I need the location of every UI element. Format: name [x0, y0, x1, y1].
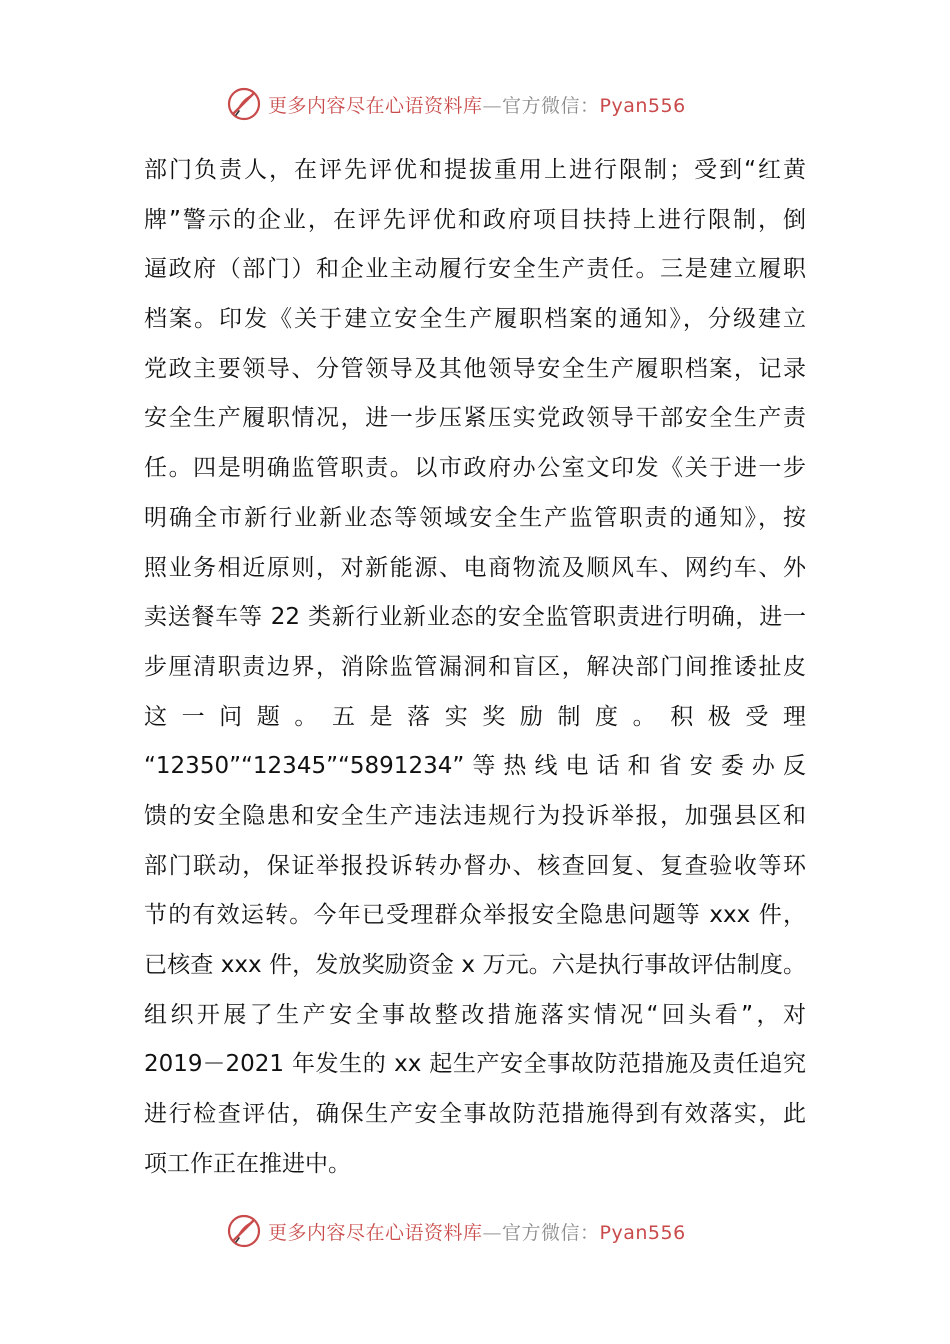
text-line: 安全生产履职情况，进一步压紧压实党政领导干部安全生产责 — [144, 405, 806, 432]
text-line: 已核查 xxx 件，发放奖励资金 x 万元。六是执行事故评估制度。 — [144, 952, 806, 978]
text-line: 党政主要领导、分管领导及其他领导安全生产履职档案，记录 — [144, 355, 806, 382]
quill-logo-icon — [226, 86, 262, 122]
footer-banner — [226, 1211, 746, 1251]
quill-logo-icon — [226, 1213, 262, 1249]
site-name: 更多内容尽在心语资料库 — [268, 94, 483, 117]
text-line: 部门负责人，在评先评优和提拔重用上进行限制；受到“红黄 — [144, 157, 806, 183]
text-line: 2019－2021 年发生的 xx 起生产安全事故防范措施及责任追究 — [144, 1051, 806, 1078]
text-line: 逼政府（部门）和企业主动履行安全生产责任。三是建立履职 — [144, 256, 806, 283]
text-line: 任。四是明确监管职责。以市政府办公室文印发《关于进一步 — [144, 455, 806, 482]
header-banner-text — [268, 91, 686, 118]
text-line: 照业务相近原则，对新能源、电商物流及顺风车、网约车、外 — [144, 554, 806, 581]
text-line: 馈的安全隐患和安全生产违法违规行为投诉举报，加强县区和 — [144, 802, 806, 829]
wechat-id: Pyan556 — [599, 94, 686, 117]
official-wechat-label: 官方微信： — [502, 94, 600, 117]
text-line: 步厘清职责边界，消除监管漏洞和盲区，解决部门间推诿扯皮 — [144, 653, 806, 680]
text-line: 明确全市新行业新业态等领域安全生产监管职责的通知》，按 — [144, 504, 806, 531]
text-line: 卖送餐车等 22 类新行业新业态的安全监管职责进行明确，进一 — [144, 604, 806, 631]
text-line-last: 项工作正在推进中。 — [144, 1150, 351, 1177]
text-line: “12350”“12345”“5891234”等热线电话和省安委办反 — [144, 753, 806, 780]
footer-banner-text — [268, 1218, 686, 1245]
banner-separator: — — [482, 1221, 503, 1244]
wechat-id: Pyan556 — [599, 1221, 686, 1244]
document-body — [144, 146, 806, 1189]
official-wechat-label: 官方微信： — [502, 1221, 600, 1244]
banner-separator: — — [482, 94, 503, 117]
text-line: 组织开展了生产安全事故整改措施落实情况“回头看”，对 — [144, 1001, 806, 1028]
site-name: 更多内容尽在心语资料库 — [268, 1221, 483, 1244]
text-line: 档案。印发《关于建立安全生产履职档案的通知》，分级建立 — [144, 306, 806, 333]
text-line: 这一问题。五是落实奖励制度。积极受理 — [144, 703, 806, 730]
text-line: 节的有效运转。今年已受理群众举报安全隐患问题等 xxx 件， — [144, 902, 806, 929]
text-line: 牌”警示的企业，在评先评优和政府项目扶持上进行限制，倒 — [144, 206, 806, 233]
header-banner — [226, 84, 746, 124]
text-line: 部门联动，保证举报投诉转办督办、核查回复、复查验收等环 — [144, 852, 806, 879]
text-line: 进行检查评估，确保生产安全事故防范措施得到有效落实，此 — [144, 1101, 806, 1128]
